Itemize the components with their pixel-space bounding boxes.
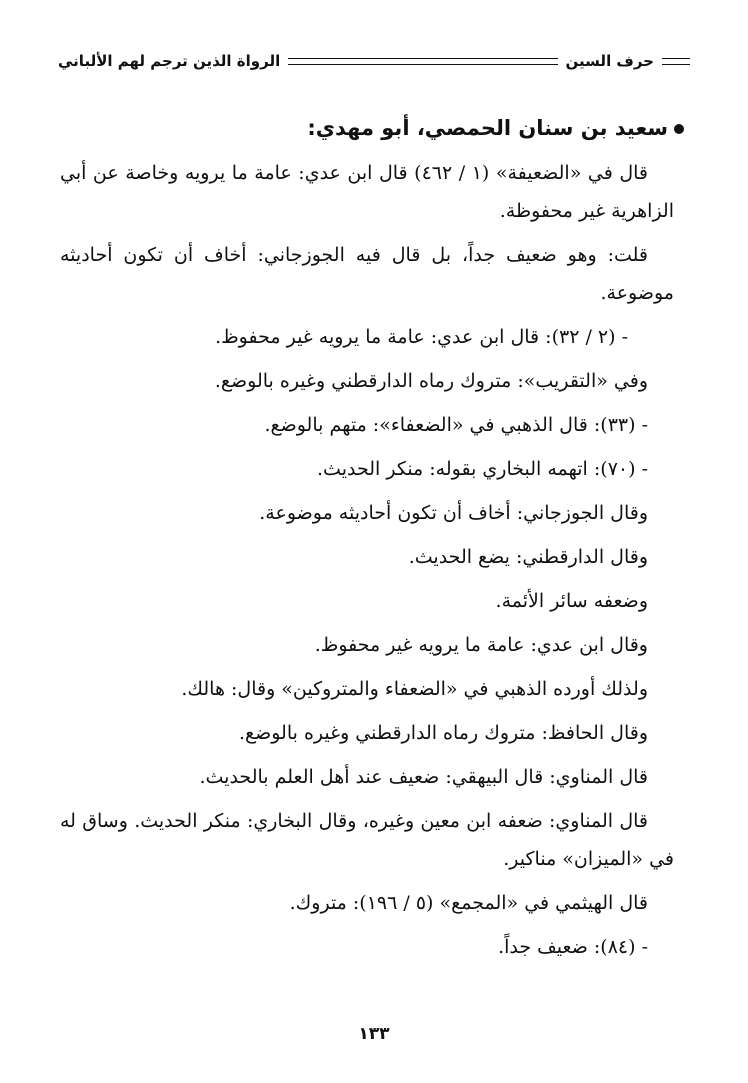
text-line: وقال الجوزجاني: أخاف أن تكون أحاديثه موضوعة. xyxy=(259,502,648,524)
chapter-title: حرف السين xyxy=(565,52,654,70)
text-line: - (٣٣): قال الذهبي في «الضعفاء»: متهم بالوضع. xyxy=(264,414,648,436)
text-line: ولذلك أورده الذهبي في «الضعفاء والمتروكين» وقال: هالك. xyxy=(181,678,648,700)
page-number: ١٣٣ xyxy=(358,1024,390,1044)
text-line: وقال الدارقطني: يضع الحديث. xyxy=(408,546,648,568)
page-content xyxy=(60,108,674,972)
book-title: الرواة الذين ترجم لهم الألباني xyxy=(58,52,281,70)
text-line: قال الهيثمي في «المجمع» (٥ / ١٩٦): متروك. xyxy=(289,892,648,914)
header-rule-short xyxy=(662,58,690,65)
text-line: - (٨٤): ضعيف جداً. xyxy=(498,936,648,958)
text-line: - (٧٠): اتهمه البخاري بقوله: منكر الحديث. xyxy=(317,458,648,480)
text-line: قال المناوي: قال البيهقي: ضعيف عند أهل العلم بالحديث. xyxy=(199,766,648,788)
text-line: - (٢ / ٣٢): قال ابن عدي: عامة ما يرويه غير محفوظ. xyxy=(215,326,628,348)
paragraph-1: قال في «الضعيفة» (١ / ٤٦٢) قال ابن عدي: عامة ما يرويه وخاصة عن أبي الزاهرية غير محفوظة. xyxy=(60,162,674,222)
paragraph-3: قال المناوي: ضعفه ابن معين وغيره، وقال البخاري: منكر الحديث. وساق له في «الميزان» مناكير. xyxy=(60,810,674,870)
text-line: وقال ابن عدي: عامة ما يرويه غير محفوظ. xyxy=(314,634,648,656)
entry-heading xyxy=(60,108,684,148)
text-line: وفي «التقريب»: متروك رماه الدارقطني وغيره بالوضع. xyxy=(214,370,648,392)
running-header xyxy=(58,48,690,74)
text-line: وضعفه سائر الأئمة. xyxy=(495,590,648,612)
entry-title: سعيد بن سنان الحمصي، أبو مهدي: xyxy=(307,116,668,140)
text-line: وقال الحافظ: متروك رماه الدارقطني وغيره بالوضع. xyxy=(238,722,648,744)
bullet-icon xyxy=(674,124,684,134)
header-rule-long xyxy=(288,58,557,65)
paragraph-2: قلت: وهو ضعيف جداً، بل قال فيه الجوزجاني: أخاف أن تكون أحاديثه موضوعة. xyxy=(60,244,674,304)
